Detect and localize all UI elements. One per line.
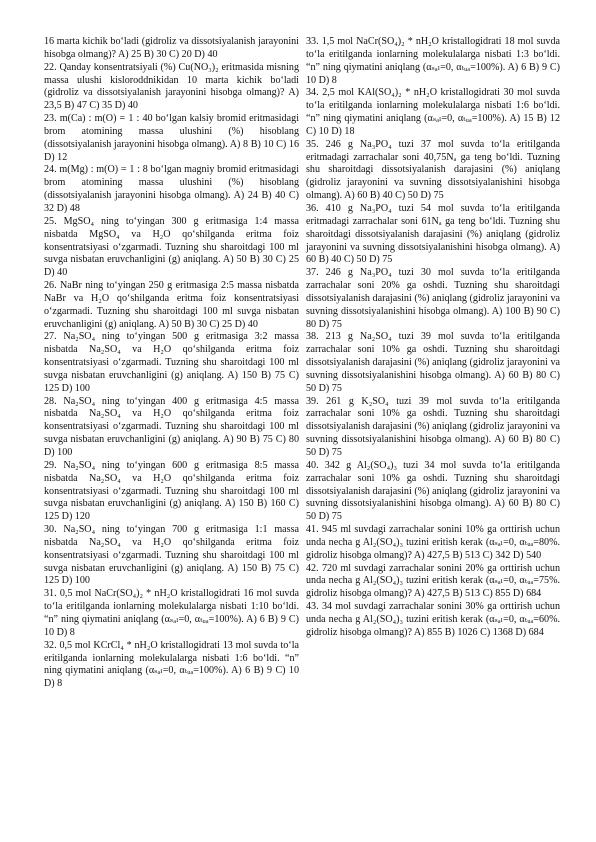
question-item — [306, 331, 560, 395]
question-item — [44, 640, 299, 691]
question-item — [306, 563, 560, 602]
question-number: 41. — [306, 524, 319, 536]
right-question-list — [306, 36, 560, 640]
question-item — [44, 62, 299, 113]
question-number: 34. — [306, 87, 319, 99]
question-number: 24. — [44, 164, 57, 176]
question-text: 1,5 mol NaCr(SO₄)₂ * nH₂O kristallogidrati 18 mol suvda to‘la eritilganda ionlarning molekulalarga nisbati 1:3 bo‘ldi. “n” ning qiymatini aniqlang (αₛₐₗ=0, αₜᵤₐ=100%). A) 6 B) 9 C) 10 D) 8 — [306, 36, 560, 86]
question-text: MgSO₄ ning to‘yingan 300 g eritmasiga 1:4 massa nisbatda MgSO₄ va H₂O qo‘shilganda eritma foiz konsentratsiyasi o‘zgarmadi. Tuzning shu sharoitdagi 100 ml suvga nisbatan eruvchanligini (g) aniqlang. A) 50 B) 30 C) 25 D) 40 — [44, 215, 299, 279]
question-number: 32. — [44, 639, 57, 651]
question-text: 213 g Na₂SO₄ tuzi 39 mol suvda to‘la eritilganda zarrachalar soni 10% ga oshdi. Tuzning shu sharoitdagi dissotsiyalanish darajasini (%) aniqlang (gidroliz jarayonini va suvning dissotsiyalanishini hisobga olmang). A) 60 B) 80 C) 50 D) 75 — [306, 331, 560, 394]
question-text: 246 g Na₃PO₄ tuzi 30 mol suvda to‘la eritilganda zarrachalar soni 20% ga oshdi. Tuzning shu sharoitdagi dissotsiyalanish darajasini (%) aniqlang (gidroliz jarayonini va suvning dissotsiyalanishini hisobga olmang). A) 100 B) 90 C) 80 D) 75 — [306, 267, 560, 330]
question-text: m(Mg) : m(O) = 1 : 8 bo‘lgan magniy bromid eritmasidagi brom atomining massa ulushini (%) hisoblang (dissotsiyalanish jarayonini hisobga olmang). A) 24 B) 40 C) 32 D) 48 — [44, 164, 299, 214]
question-text: 945 ml suvdagi zarrachalar sonini 10% ga orttirish uchun unda necha g Al₂(SO₄)₃ tuzini eritish kerak (αₛₐₗ=0, αₜᵤₐ=80%. gidroliz hisobga olmang)? A) 427,5 B) 513 C) 342 D) 540 — [306, 524, 560, 561]
question-number: 22. — [44, 61, 57, 73]
question-item — [44, 216, 299, 280]
question-number: 36. — [306, 202, 319, 214]
question-item — [306, 87, 560, 138]
question-number: 35. — [306, 138, 319, 150]
question-item — [306, 524, 560, 563]
question-item — [44, 588, 299, 639]
question-number: 25. — [44, 215, 57, 227]
question-text: Na₂SO₄ ning to‘yingan 400 g eritmasiga 4:5 massa nisbatda Na₂SO₄ va H₂O qo‘shilganda eritma foiz konsentratsiyasi o‘zgarmadi. Tuzning shu sharoitdagi 100 ml suvga nisbatan eruvchanligini (g) aniqlang. A) 90 B) 75 C) 80 D) 100 — [44, 395, 299, 458]
question-number: 28. — [44, 395, 57, 407]
question-item — [44, 396, 299, 460]
question-number: 37. — [306, 267, 319, 279]
question-number: 33. — [306, 36, 319, 47]
question-number: 38. — [306, 331, 319, 343]
left-column — [44, 36, 299, 691]
question-text: 261 g K₂SO₄ tuzi 39 mol suvda to‘la eritilganda zarrachalar soni 10% ga oshdi. Tuzning shu sharoitdagi dissotsiyalanish darajasini (%) aniqlang (gidroliz jarayonini va suvning dissotsiyalanishini hisobga olmang). A) 60 B) 80 C) 50 D) 75 — [306, 395, 560, 458]
question-item — [44, 113, 299, 164]
question-text: 342 g Al₂(SO₄)₃ tuzi 34 mol suvda to‘la eritilganda zarrachalar soni 10% ga oshdi. Tuzning shu sharoitdagi dissotsiyalanish darajasini (%) aniqlang (gidroliz jarayonini va suvning dissotsiyalanishini hisobga olmang). A) 60 B) 80 C) 50 D) 75 — [306, 459, 560, 523]
question-item — [44, 280, 299, 331]
question-number: 29. — [44, 459, 57, 471]
question-number: 31. — [44, 588, 57, 600]
question-text: Na₂SO₄ ning to‘yingan 700 g eritmasiga 1:1 massa nisbatda Na₂SO₄ va H₂O qo‘shilganda eritma foiz konsentratsiyasi o‘zgarmadi. Tuzning shu sharoitdagi 100 ml suvga nisbatan eruvchanligini (g) aniqlang. A) 150 B) 75 C) 125 D) 100 — [44, 524, 299, 587]
question-text: Na₂SO₄ ning to‘yingan 600 g eritmasiga 8:5 massa nisbatda Na₂SO₄ va H₂O qo‘shilganda eritma foiz konsentratsiyasi o‘zgarmadi. Tuzning shu sharoitdagi 100 ml suvga nisbatan eruvchanligini (g) aniqlang. A) 150 B) 160 C) 125 D) 120 — [44, 459, 299, 523]
question-text: 720 ml suvdagi zarrachalar sonini 20% ga orttirish uchun unda necha g Al₂(SO₄)₃ tuzini eritish kerak (αₛₐₗ=0, αₜᵤₐ=75%. gidroliz hisobga olmang)? A) 427,5 B) 513 C) 855 D) 684 — [306, 562, 560, 600]
question-item — [44, 164, 299, 215]
question-text: Qanday konsentratsiyali (%) Cu(NO₃)₂ eritmasida misning massa ulushi kisloroddnikidan 10 marta kichik bo‘ladi (gidroliz va dissotsiyalanish jarayonini hisobga olmang)? A) 23,5 B) 47 C) 35 D) 40 — [44, 61, 299, 112]
question-text: 410 g Na₃PO₄ tuzi 54 mol suvda to‘la eritilganda eritmadagi zarrachalar soni 61Nₐ ga teng bo‘ldi. Tuzning shu sharoitdagi dissotsiyalanish darajasini (%) aniqlang (gidroliz jarayonini va suvning dissotsiyalanishini hisobga olmang). A) 60 B) 40 C) 50 D) 75 — [306, 202, 560, 266]
question-item — [44, 460, 299, 524]
question-number: 26. — [44, 280, 57, 292]
question-item — [306, 601, 560, 640]
question-number: 42. — [306, 562, 319, 574]
question-number: 27. — [44, 331, 57, 343]
question-text: 2,5 mol KAl(SO₄)₂ * nH₂O kristallogidrati 30 mol suvda to‘la eritilganda ionlarning molekulalarga nisbati 1:6 bo‘ldi. “n” ning qiymatini aniqlang (αₛₐₗ=0, αₜᵤₐ=100%). A) 15 B) 12 C) 10 D) 18 — [306, 87, 560, 137]
question-item — [306, 396, 560, 460]
question-text: m(Ca) : m(O) = 1 : 40 bo‘lgan kalsiy bromid eritmasidagi brom atomining massa ulushini (%) hisoblang (dissotsiyalanish jarayonini hisobga olmang). A) 8 B) 10 C) 16 D) 12 — [44, 113, 299, 163]
question-item — [44, 331, 299, 395]
question-item — [306, 267, 560, 331]
question-number: 43. — [306, 601, 319, 613]
question-continuation: 16 marta kichik bo‘ladi (gidroliz va dissotsiyalanish jarayonini hisobga olmang)? A) 25 B) 30 C) 20 D) 40 — [44, 36, 299, 60]
question-number: 30. — [44, 524, 57, 536]
question-text: 0,5 mol NaCr(SO₄)₂ * nH₂O kristallogidrati 16 mol suvda to‘la eritilganda ionlarning molekulalarga nisbati 1:10 bo‘ldi. “n” ning qiymatini aniqlang (αₛₐₗ=0, αₜᵤₐ=100%). A) 6 B) 9 C) 10 D) 8 — [44, 588, 300, 638]
right-column — [306, 36, 560, 640]
left-question-list — [44, 62, 299, 691]
question-item — [44, 524, 299, 588]
question-text: 0,5 mol KCrCl₄ * nH₂O kristallogidrati 13 mol suvda to‘la eritilganda ionlarning molekulalarga nisbati 1:6 bo‘ldi. “n” ning qiymatini aniqlang (αₛₐₗ=0, αₜᵤₐ=100%). A) 6 B) 9 C) 10 D) 8 — [44, 639, 300, 690]
question-item — [306, 203, 560, 267]
question-number: 23. — [44, 113, 57, 125]
question-text: 246 g Na₃PO₄ tuzi 37 mol suvda to‘la eritilganda eritmadagi zarrachalar soni 40,75Nₐ ga teng bo‘ldi. Tuzning shu sharoitdagi dissotsiyalanish darajasini (%) aniqlang (gidroliz jarayonini va suvning dissotsiyalanishini hisobga olmang). A) 60 B) 40 C) 50 D) 75 — [306, 138, 560, 202]
question-text: 34 mol suvdagi zarrachalar sonini 30% ga orttirish uchun unda necha g Al₂(SO₄)₃ tuzini eritish kerak (αₛₐₗ=0, αₜᵤₐ=60%. gidroliz hisobga olmang)? A) 855 B) 1026 C) 1368 D) 684 — [306, 601, 560, 638]
question-text: Na₂SO₄ ning to‘yingan 500 g eritmasiga 3:2 massa nisbatda Na₂SO₄ va H₂O qo‘shilganda eritma foiz konsentratsiyasi o‘zgarmadi. Tuzning shu sharoitdagi 100 ml suvga nisbatan eruvchanligini (g) aniqlang. A) 150 B) 75 C) 125 D) 100 — [44, 331, 299, 394]
question-number: 40. — [306, 459, 319, 471]
question-item — [306, 460, 560, 524]
question-number: 39. — [306, 395, 319, 407]
question-item — [306, 139, 560, 203]
question-text: NaBr ning to‘yingan 250 g eritmasiga 2:5 massa nisbatda NaBr va H₂O qo‘shilganda eritma foiz konsentratsiyasi o‘zgarmadi. Tuzning shu sharoitdagi 100 ml suvga nisbatan eruvchanligini (g) aniqlang. A) 50 B) 30 C) 25 D) 40 — [44, 280, 299, 330]
question-item — [306, 36, 560, 87]
